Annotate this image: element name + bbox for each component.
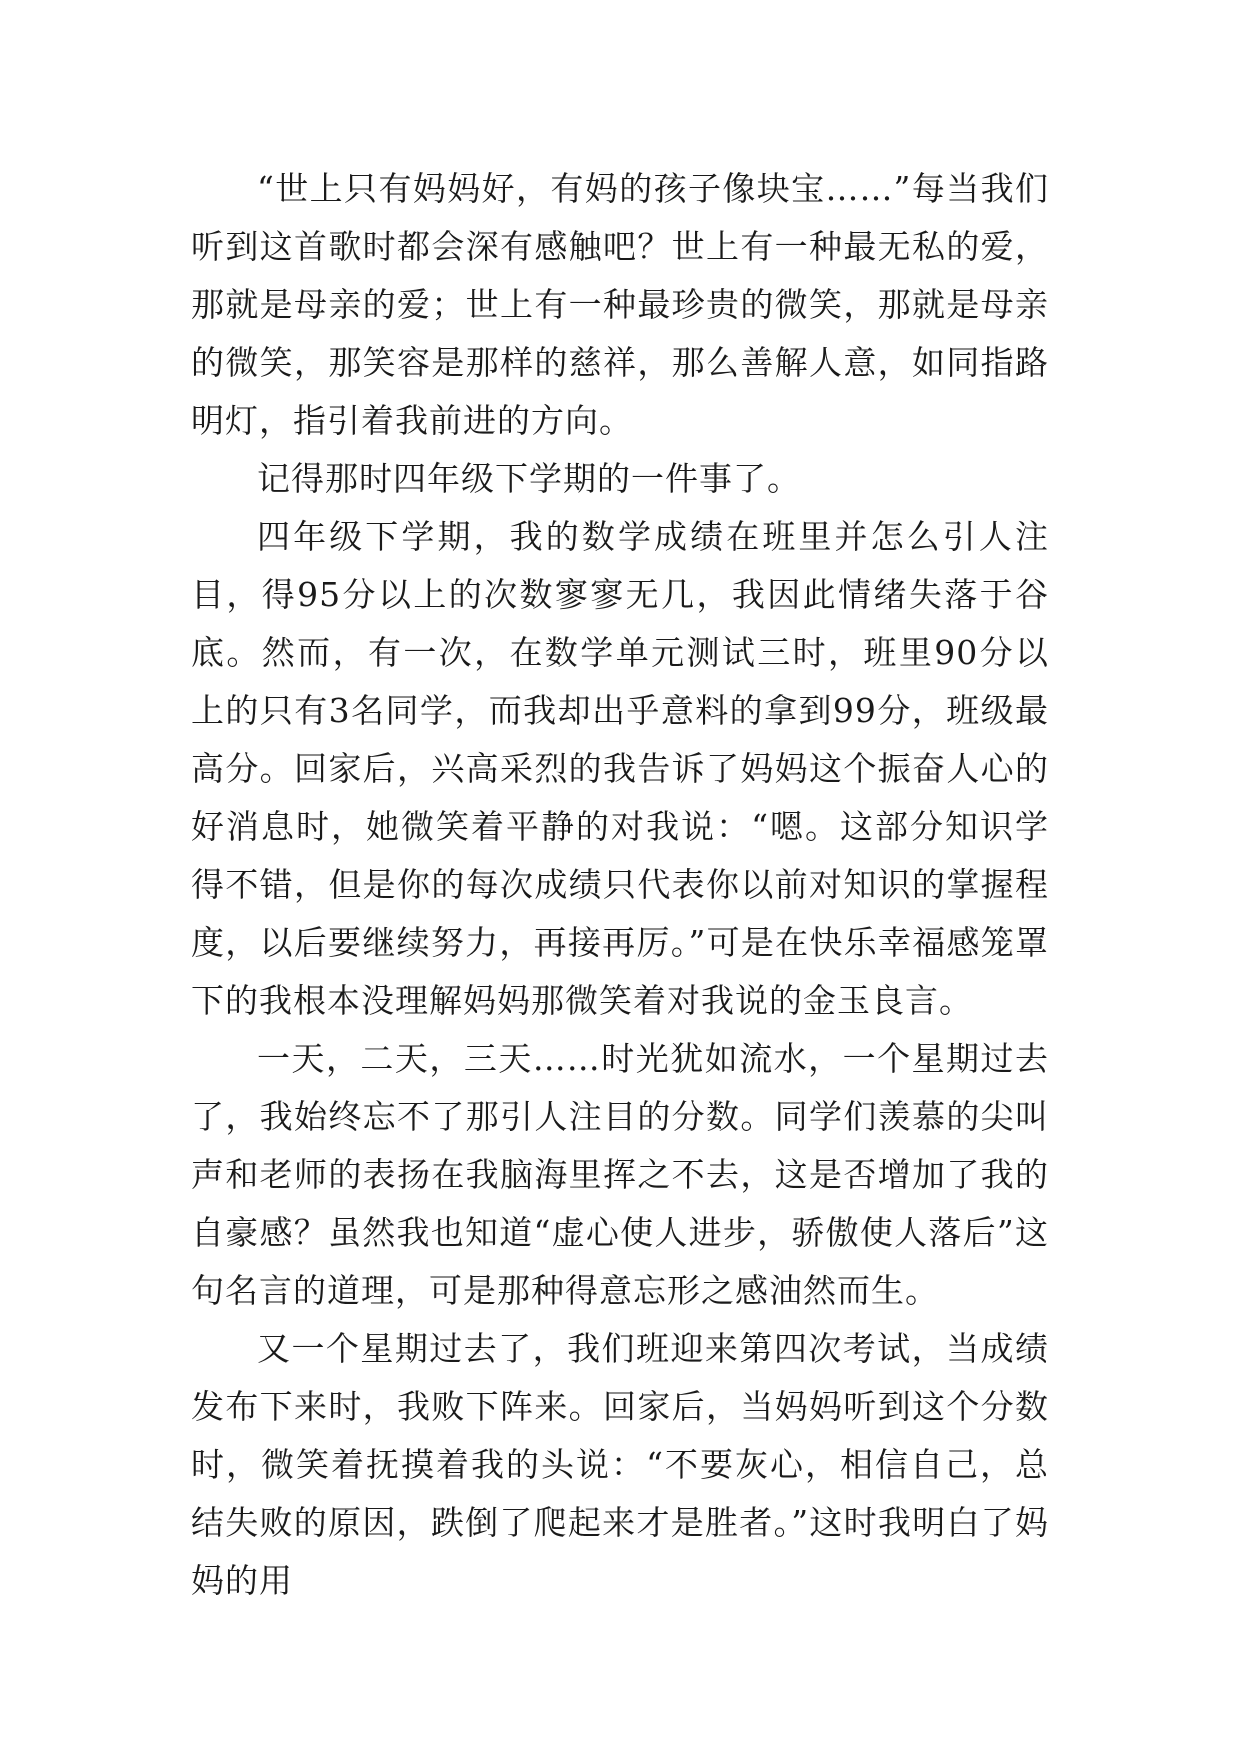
paragraph-5: 又一个星期过去了，我们班迎来第四次考试，当成绩发布下来时，我败下阵来。回家后，当妈妈听到这个分数时，微笑着抚摸着我的头说：“不要灰心，相信自己，总结失败的原因，跌倒了爬起来才是胜者。”这时我明白了妈妈的用 [191,1329,1049,1600]
paragraph-1: “世上只有妈妈好，有妈的孩子像块宝……”每当我们听到这首歌时都会深有感触吧？世上有一种最无私的爱，那就是母亲的爱；世上有一种最珍贵的微笑，那就是母亲的微笑，那笑容是那样的慈祥，那么善解人意，如同指路明灯，指引着我前进的方向。 [191,169,1049,440]
paragraph-2: 记得那时四年级下学期的一件事了。 [257,459,801,498]
paragraph-4: 一天，二天，三天……时光犹如流水，一个星期过去了，我始终忘不了那引人注目的分数。同学们羡慕的尖叫声和老师的表扬在我脑海里挥之不去，这是否增加了我的自豪感？虽然我也知道“虚心使人进步，骄傲使人落后”这句名言的道理，可是那种得意忘形之感油然而生。 [191,1039,1049,1310]
paragraph-3: 四年级下学期，我的数学成绩在班里并怎么引人注目，得95分以上的次数寥寥无几，我因此情绪失落于谷底。然而，有一次，在数学单元测试三时，班里90分以上的只有3名同学，而我却出乎意料的拿到99分，班级最高分。回家后，兴高采烈的我告诉了妈妈这个振奋人心的好消息时，她微笑着平静的对我说：“嗯。这部分知识学得不错，但是你的每次成绩只代表你以前对知识的掌握程度，以后要继续努力，再接再厉。”可是在快乐幸福感笼罩下的我根本没理解妈妈那微笑着对我说的金玉良言。 [191,517,1049,1020]
document-body [191,160,1049,1610]
